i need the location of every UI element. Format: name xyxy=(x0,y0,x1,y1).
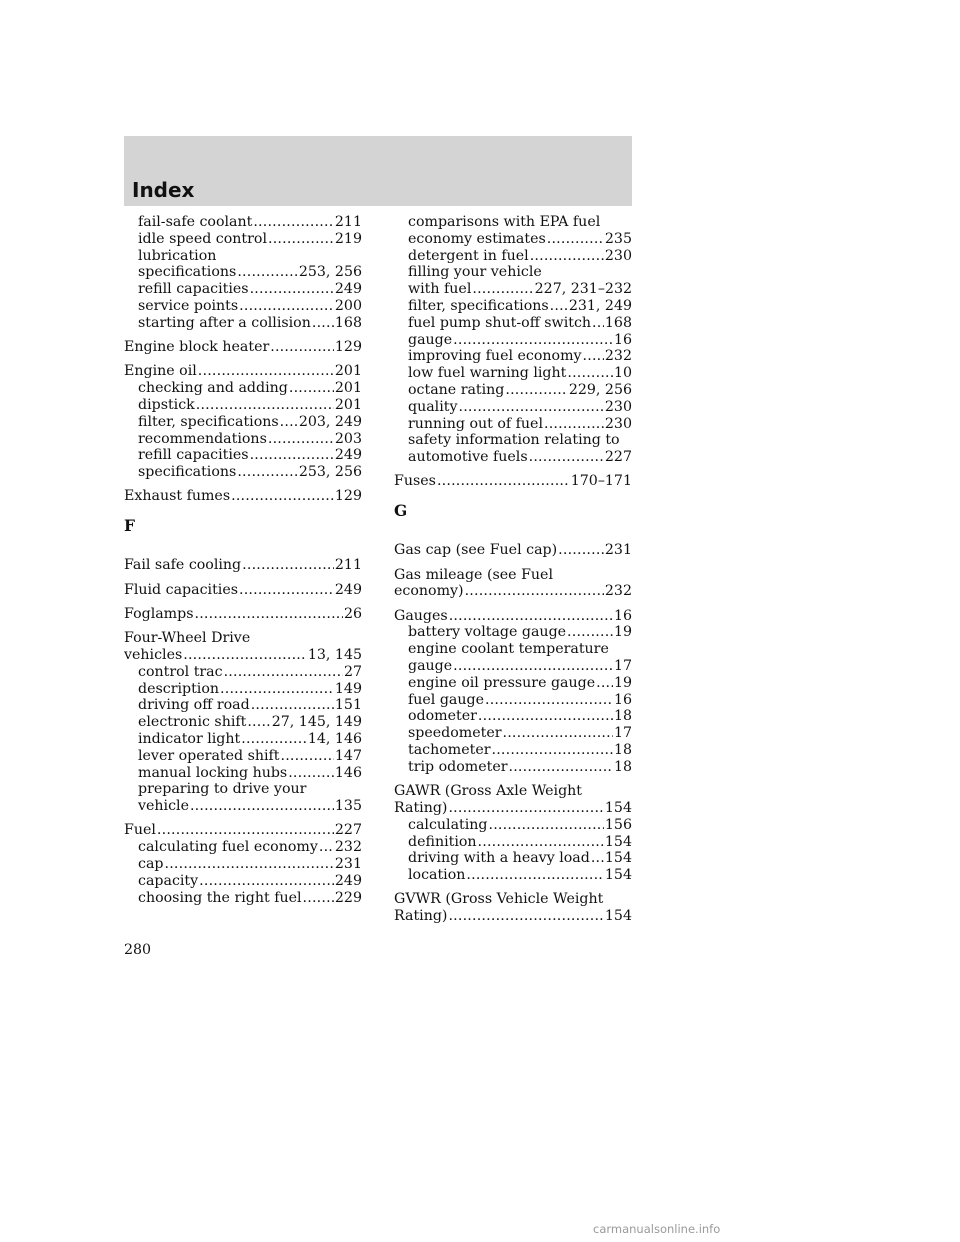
dot-leader xyxy=(247,714,270,731)
sub-entry-pages: 235 xyxy=(604,230,632,247)
sub-entry-line xyxy=(394,725,632,742)
sub-entry-pages: 200 xyxy=(334,297,362,314)
sub-entry-label: odometer xyxy=(408,708,477,725)
dot-leader xyxy=(288,765,334,782)
dot-leader xyxy=(550,298,568,315)
dot-leader xyxy=(237,464,298,481)
dot-leader xyxy=(237,264,298,281)
sub-entry-label: refill capacities xyxy=(138,447,249,464)
sub-entry-pages: 230 xyxy=(604,247,632,264)
sub-entry-label: running out of fuel xyxy=(408,415,543,432)
entry-label: Fuel xyxy=(124,822,156,839)
index-entry xyxy=(124,339,362,356)
sub-entry-line xyxy=(124,890,362,907)
sub-entry-label-cont: gauge xyxy=(408,658,453,675)
sub-entry-pages: 253, 256 xyxy=(298,264,362,281)
dot-leader xyxy=(596,675,613,692)
index-entry xyxy=(124,630,362,815)
sub-entry-line xyxy=(394,399,632,416)
sub-entry-line xyxy=(394,658,632,675)
sub-entry-line xyxy=(124,464,362,481)
dot-leader xyxy=(268,231,334,248)
sub-entry-label: idle speed control xyxy=(138,230,267,247)
sub-entry-label: electronic shift xyxy=(138,714,247,731)
sub-entry-pages: 249 xyxy=(334,447,362,464)
dot-leader xyxy=(198,363,334,380)
entry-pages: 129 xyxy=(334,488,362,505)
sub-entry-pages: 227 xyxy=(604,449,632,466)
sub-entry-label: capacity xyxy=(138,872,199,889)
sub-entry-label: starting after a collision xyxy=(138,314,311,331)
sub-entry-label: engine coolant temperature xyxy=(408,641,609,658)
dot-leader xyxy=(183,647,307,664)
sub-entry-line xyxy=(394,382,632,399)
sub-entry-pages: 249 xyxy=(334,281,362,298)
index-entry-continued xyxy=(124,214,362,332)
entry-pages: 232 xyxy=(604,583,632,600)
dot-leader xyxy=(465,583,604,600)
sub-entry-pages: 27, 145, 149 xyxy=(271,714,362,731)
entry-line xyxy=(124,339,362,356)
dot-leader xyxy=(505,382,567,399)
entry-pages: 211 xyxy=(334,557,362,574)
index-entry xyxy=(124,363,362,481)
sub-entry-line xyxy=(394,332,632,349)
sub-entry-pages: 18 xyxy=(613,708,632,725)
sub-entry-pages: 19 xyxy=(613,674,632,691)
sub-entry-line xyxy=(124,697,362,714)
sub-entry-label: refill capacities xyxy=(138,281,249,298)
entry-label-cont: economy) xyxy=(394,583,464,600)
sub-entry-pages: 16 xyxy=(613,691,632,708)
sub-entry-pages: 168 xyxy=(334,314,362,331)
dot-leader xyxy=(478,834,604,851)
sub-entry-line xyxy=(124,748,362,765)
dot-leader xyxy=(485,692,613,709)
sub-entry-label: low fuel warning light xyxy=(408,365,567,382)
sub-entry-line xyxy=(124,681,362,698)
sub-entry-pages: 232 xyxy=(334,839,362,856)
sub-entry-label: octane rating xyxy=(408,381,505,398)
entry-line xyxy=(124,647,362,664)
sub-entry-line xyxy=(124,397,362,414)
sub-entry-pages: 18 xyxy=(613,742,632,759)
sub-entry-pages: 135 xyxy=(334,798,362,815)
sub-entry-line xyxy=(394,281,632,298)
sub-entry-line xyxy=(124,298,362,315)
dot-leader xyxy=(303,890,334,907)
sub-entry-line xyxy=(394,850,632,867)
entry-label: GVWR (Gross Vehicle Weight xyxy=(394,891,604,908)
sub-entry-pages: 149 xyxy=(334,680,362,697)
sub-entry-pages: 229 xyxy=(334,889,362,906)
sub-entry-label: dipstick xyxy=(138,396,195,413)
dot-leader xyxy=(239,298,334,315)
dot-leader xyxy=(220,681,334,698)
entry-pages: 13, 145 xyxy=(307,646,362,663)
sub-entry-label: fuel pump shut-off switch xyxy=(408,314,592,331)
index-entry xyxy=(124,822,362,906)
entry-pages: 129 xyxy=(334,339,362,356)
sub-entry-pages: 232 xyxy=(604,348,632,365)
entry-label: GAWR (Gross Axle Weight xyxy=(394,783,583,800)
index-entry xyxy=(394,608,632,776)
index-entry xyxy=(394,783,632,884)
sub-entry-line xyxy=(394,248,632,265)
dot-leader xyxy=(453,332,613,349)
dot-leader xyxy=(190,798,334,815)
index-entry xyxy=(394,542,632,559)
sub-entry-pages: 151 xyxy=(334,697,362,714)
dot-leader xyxy=(199,873,334,890)
dot-leader xyxy=(547,231,604,248)
sub-entry-line xyxy=(124,231,362,248)
entry-line xyxy=(124,582,362,599)
entry-pages: 26 xyxy=(343,605,362,622)
sub-entry-pages: 154 xyxy=(604,867,632,884)
entry-pages: 227 xyxy=(334,822,362,839)
sub-entry-pages: 146 xyxy=(334,764,362,781)
sub-entry-line xyxy=(394,315,632,332)
sub-entry-label: description xyxy=(138,680,220,697)
sub-entry-line xyxy=(394,692,632,709)
sub-entry-line xyxy=(124,873,362,890)
index-column-left xyxy=(124,214,362,914)
dot-leader xyxy=(268,431,334,448)
sub-entry-label: choosing the right fuel xyxy=(138,889,302,906)
entry-line xyxy=(394,473,632,490)
sub-entry-line xyxy=(394,867,632,884)
dot-leader xyxy=(488,817,603,834)
entry-pages: 154 xyxy=(604,908,632,925)
sub-entry-pages: 201 xyxy=(334,380,362,397)
index-entry-continued xyxy=(394,214,632,466)
entry-line xyxy=(394,542,632,559)
dot-leader xyxy=(453,658,613,675)
sub-entry-line xyxy=(124,714,362,731)
dot-leader xyxy=(250,281,334,298)
sub-entry-label: manual locking hubs xyxy=(138,764,288,781)
sub-entry-line xyxy=(124,765,362,782)
index-title: Index xyxy=(132,178,195,202)
sub-entry-label: recommendations xyxy=(138,430,267,447)
dot-leader xyxy=(165,856,334,873)
sub-entry-label: filling your vehicle xyxy=(408,264,542,281)
sub-entry-label-cont: economy estimates xyxy=(408,230,546,247)
dot-leader xyxy=(270,339,334,356)
sub-entry-line xyxy=(394,675,632,692)
dot-leader xyxy=(448,800,603,817)
entry-line xyxy=(124,822,362,839)
sub-entry-label: checking and adding xyxy=(138,380,288,397)
sub-entry-label: detergent in fuel xyxy=(408,247,529,264)
dot-leader xyxy=(319,839,334,856)
sub-entry-label: comparisons with EPA fuel xyxy=(408,214,601,230)
sub-entry-label: engine oil pressure gauge xyxy=(408,674,596,691)
sub-entry-pages: 168 xyxy=(604,314,632,331)
sub-entry-label: battery voltage gauge xyxy=(408,624,567,641)
dot-leader xyxy=(231,488,334,505)
entry-label: Four-Wheel Drive xyxy=(124,630,251,647)
entry-label-cont: vehicles xyxy=(124,646,183,663)
dot-leader xyxy=(458,399,603,416)
dot-leader xyxy=(312,315,334,332)
dot-leader xyxy=(289,380,334,397)
entry-line xyxy=(394,908,632,925)
sub-entry-line xyxy=(124,664,362,681)
dot-leader xyxy=(466,867,604,884)
sub-entry-label: filter, specifications xyxy=(138,413,279,430)
sub-entry-line xyxy=(124,731,362,748)
section-letter: G xyxy=(394,501,408,521)
dot-leader xyxy=(196,397,334,414)
sub-entry-pages: 230 xyxy=(604,415,632,432)
dot-leader xyxy=(567,365,613,382)
sub-entry-pages: 156 xyxy=(604,816,632,833)
entry-label: Fuses xyxy=(394,473,436,490)
sub-entry-label: location xyxy=(408,867,466,884)
sub-entry-line xyxy=(124,380,362,397)
sub-entry-label: preparing to drive your xyxy=(138,781,307,798)
entry-pages: 201 xyxy=(334,363,362,380)
sub-entry-pages: 229, 256 xyxy=(568,381,632,398)
sub-entry-label-cont: with fuel xyxy=(408,281,472,298)
sub-entry-label: safety information relating to xyxy=(408,432,620,449)
sub-entry-label: service points xyxy=(138,297,239,314)
sub-entry-label: improving fuel economy xyxy=(408,348,582,365)
sub-entry-line xyxy=(124,414,362,431)
dot-leader xyxy=(544,416,604,433)
dot-leader xyxy=(583,348,604,365)
dot-leader xyxy=(448,908,603,925)
sub-entry-line xyxy=(394,348,632,365)
sub-entry-label: trip odometer xyxy=(408,758,508,775)
sub-entry-label: fuel gauge xyxy=(408,691,484,708)
section-letter: F xyxy=(124,516,136,536)
sub-entry-line xyxy=(394,365,632,382)
sub-entry-pages: 154 xyxy=(604,850,632,867)
index-entry xyxy=(394,891,632,925)
dot-leader xyxy=(437,473,570,490)
sub-entry-label: filter, specifications xyxy=(408,297,549,314)
entry-line xyxy=(394,608,632,625)
entry-line xyxy=(124,606,362,623)
index-header-band xyxy=(124,136,632,206)
index-entry xyxy=(124,606,362,623)
dot-leader xyxy=(242,557,334,574)
sub-entry-pages: 27 xyxy=(343,663,362,680)
dot-leader xyxy=(280,414,298,431)
sub-entry-line xyxy=(394,834,632,851)
dot-leader xyxy=(253,214,334,231)
sub-entry-label: definition xyxy=(408,833,477,850)
sub-entry-pages: 17 xyxy=(613,658,632,675)
entry-label: Exhaust fumes xyxy=(124,488,231,505)
sub-entry-label: fail-safe coolant xyxy=(138,214,253,230)
dot-leader xyxy=(478,708,613,725)
dot-leader xyxy=(567,624,613,641)
entry-label: Fluid capacities xyxy=(124,581,238,598)
entry-label-cont: Rating) xyxy=(394,908,448,925)
entry-line xyxy=(124,557,362,574)
sub-entry-line xyxy=(124,281,362,298)
dot-leader xyxy=(250,447,334,464)
entry-label: Fail safe cooling xyxy=(124,557,242,574)
dot-leader xyxy=(281,748,334,765)
dot-leader xyxy=(239,582,334,599)
dot-leader xyxy=(224,664,343,681)
sub-entry-label: indicator light xyxy=(138,730,241,747)
sub-entry-pages: 16 xyxy=(613,331,632,348)
dot-leader xyxy=(592,315,604,332)
index-entry xyxy=(124,557,362,574)
sub-entry-label: lever operated shift xyxy=(138,747,280,764)
sub-entry-label: tachometer xyxy=(408,742,491,759)
dot-leader xyxy=(195,606,343,623)
entry-label: Gas mileage (see Fuel xyxy=(394,566,553,583)
dot-leader xyxy=(509,759,613,776)
entry-line xyxy=(124,488,362,505)
entry-label: Engine oil xyxy=(124,363,197,380)
sub-entry-pages: 231 xyxy=(334,856,362,872)
sub-entry-line xyxy=(394,449,632,466)
index-entry xyxy=(394,473,632,490)
sub-entry-pages: 18 xyxy=(613,758,632,775)
sub-entry-pages: 201 xyxy=(334,396,362,413)
sub-entry-pages: 211 xyxy=(334,214,362,230)
entry-pages: 249 xyxy=(334,581,362,598)
sub-entry-line xyxy=(394,231,632,248)
entry-label: Gauges xyxy=(394,607,448,624)
watermark-text: carmanualsonline.info xyxy=(593,1222,721,1236)
dot-leader xyxy=(472,281,533,298)
sub-entry-line xyxy=(124,839,362,856)
sub-entry-line xyxy=(394,742,632,759)
sub-entry-label: driving with a heavy load xyxy=(408,850,590,867)
sub-entry-pages: 230 xyxy=(604,398,632,415)
sub-entry-label-cont: vehicle xyxy=(138,798,189,815)
dot-leader xyxy=(449,608,613,625)
sub-entry-line xyxy=(394,298,632,315)
entry-line xyxy=(394,583,632,600)
sub-entry-pages: 14, 146 xyxy=(307,730,362,747)
sub-entry-label: calculating fuel economy xyxy=(138,839,318,856)
sub-entry-label: specifications xyxy=(138,464,237,481)
sub-entry-line xyxy=(124,798,362,815)
sub-entry-label: calculating xyxy=(408,816,488,833)
sub-entry-label: quality xyxy=(408,398,458,415)
sub-entry-line xyxy=(394,759,632,776)
page-number: 280 xyxy=(124,942,152,958)
sub-entry-label-cont: specifications xyxy=(138,264,237,281)
entry-label: Gas cap (see Fuel cap) xyxy=(394,542,558,559)
dot-leader xyxy=(157,822,334,839)
entry-pages: 170–171 xyxy=(570,473,632,490)
sub-entry-line xyxy=(394,624,632,641)
entry-pages: 16 xyxy=(613,607,632,624)
entry-line xyxy=(124,363,362,380)
sub-entry-label: control trac xyxy=(138,663,223,680)
sub-entry-line xyxy=(394,416,632,433)
entry-label: Engine block heater xyxy=(124,339,270,356)
sub-entry-label: lubrication xyxy=(138,247,217,264)
sub-entry-line xyxy=(394,817,632,834)
sub-entry-label: gauge xyxy=(408,331,453,348)
sub-entry-pages: 17 xyxy=(613,725,632,742)
index-entry xyxy=(124,488,362,505)
sub-entry-label-cont: automotive fuels xyxy=(408,449,528,466)
sub-entry-line xyxy=(124,856,362,873)
dot-leader xyxy=(529,449,604,466)
sub-entry-line xyxy=(124,264,362,281)
sub-entry-pages: 253, 256 xyxy=(298,464,362,481)
entry-label-cont: Rating) xyxy=(394,799,448,816)
dot-leader xyxy=(492,742,613,759)
sub-entry-pages: 203 xyxy=(334,430,362,447)
sub-entry-pages: 203, 249 xyxy=(298,413,362,430)
dot-leader xyxy=(591,850,604,867)
entry-label: Foglamps xyxy=(124,605,194,622)
dot-leader xyxy=(558,542,604,559)
sub-entry-line xyxy=(394,708,632,725)
sub-entry-line xyxy=(124,214,362,231)
sub-entry-pages: 227, 231–232 xyxy=(534,281,632,298)
dot-leader xyxy=(251,697,334,714)
index-column-right xyxy=(394,214,632,932)
entry-pages: 231 xyxy=(604,542,632,559)
index-entry xyxy=(124,582,362,599)
sub-entry-line xyxy=(124,431,362,448)
entry-pages: 154 xyxy=(604,799,632,816)
sub-entry-pages: 219 xyxy=(334,230,362,247)
sub-entry-pages: 249 xyxy=(334,872,362,889)
sub-entry-label: speedometer xyxy=(408,725,502,742)
index-entry xyxy=(394,567,632,601)
entry-line xyxy=(394,800,632,817)
sub-entry-pages: 231, 249 xyxy=(568,297,632,314)
sub-entry-pages: 10 xyxy=(613,365,632,382)
sub-entry-label: cap xyxy=(138,856,164,872)
dot-leader xyxy=(530,248,604,265)
sub-entry-pages: 19 xyxy=(613,624,632,641)
dot-leader xyxy=(241,731,307,748)
dot-leader xyxy=(503,725,613,742)
sub-entry-pages: 147 xyxy=(334,747,362,764)
sub-entry-label: driving off road xyxy=(138,697,250,714)
sub-entry-line xyxy=(124,447,362,464)
sub-entry-line xyxy=(124,315,362,332)
sub-entry-pages: 154 xyxy=(604,833,632,850)
